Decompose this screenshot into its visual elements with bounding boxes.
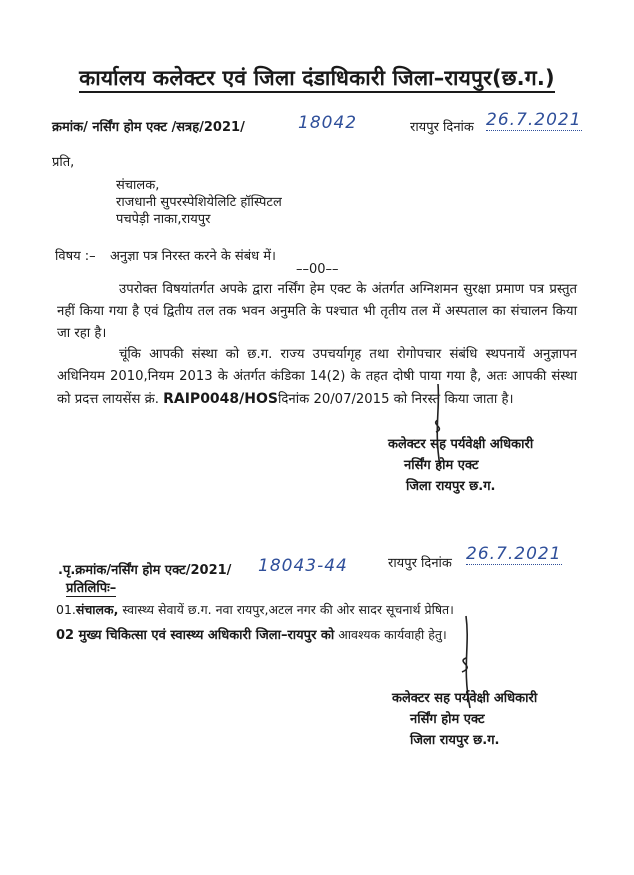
signature-2-designation: कलेक्टर सह पर्यवेक्षी अधिकारी xyxy=(392,691,538,706)
cc-item-1-text: स्वास्थ्य सेवायें छ.ग. नवा रायपुर,अटल नगर की ओर सादर सूचनार्थ प्रेषित। xyxy=(118,602,454,617)
date-label: रायपुर दिनांक xyxy=(410,120,474,135)
cc-item-1-number: 01. xyxy=(56,602,76,617)
to-label: प्रति, xyxy=(52,155,75,170)
signature-1-designation: कलेक्टर सह पर्यवेक्षी अधिकारी xyxy=(388,437,534,452)
license-number: RAIP0048/HOS xyxy=(163,391,278,407)
cc-label: प्रतिलिपिः– xyxy=(66,578,116,597)
reference-number-handwritten: 18042 xyxy=(298,113,358,133)
copy-reference-handwritten: 18043-44 xyxy=(258,556,348,576)
signature-2-act: नर्सिंग होम एक्ट xyxy=(410,712,485,727)
subject-text: अनुज्ञा पत्र निरस्त करने के संबंध में। xyxy=(110,249,276,264)
recipient-line-3: पचपेड़ी नाका,रायपुर xyxy=(116,212,211,227)
copy-date-label: रायपुर दिनांक xyxy=(388,556,452,571)
subject-label: विषय :– xyxy=(55,249,96,264)
paragraph-1: उपरोक्त विषयांतर्गत अपके द्वारा नर्सिंग हेम एक्ट के अंतर्गत अग्निशमन सुरक्षा प्रमाण पत्र प्रस्तुत नहीं किया गया है एवं द्वितीय तल तक भवन अनुमति के पश्चात भी तृतीय तल में अस्पताल का संचालन किया जा रहा है। xyxy=(57,282,577,341)
recipient-line-2: राजधानी सुपरस्पेशियेलिटि हॉस्पिटल xyxy=(116,195,282,210)
date-handwritten: 26.7.2021 xyxy=(486,110,582,130)
cc-item-2 xyxy=(56,625,447,643)
paragraph-2 xyxy=(57,344,577,411)
office-title: कार्यालय कलेक्टर एवं जिला दंडाधिकारी जिला–रायपुर(छ.ग.) xyxy=(0,64,634,92)
copy-reference-number: .पृ.क्रमांक/नर्सिंग होम एक्ट/2021/ xyxy=(58,563,232,578)
signature-1-district: जिला रायपुर छ.ग. xyxy=(406,479,496,494)
paragraph-2-text: चूंकि आपकी संस्था को छ.ग. राज्य उपचर्यागृह तथा रोगोपचार संबंधि स्थपनायें अनुज्ञापन अधिनियम 2010,नियम 2013 के अंतर्गत कंडिका 14(2) के तहत दोषी पाया गया है, अतः आपकी संस्था को प्रदत्त लायसेंस क्रं. xyxy=(57,347,577,407)
separator: ––00–– xyxy=(296,262,339,277)
copy-date-handwritten: 26.7.2021 xyxy=(466,544,562,564)
signature-1-act: नर्सिंग होम एक्ट xyxy=(404,458,479,473)
paragraph-2-text-end: दिनांक 20/07/2015 को निरस्त किया जाता है। xyxy=(277,392,514,407)
cc-item-2-text: आवश्यक कार्यवाही हेतु। xyxy=(334,627,447,642)
reference-number: क्रमांक/ नर्सिंग होम एक्ट /सत्रह/2021/ xyxy=(52,120,245,135)
signature-2-district: जिला रायपुर छ.ग. xyxy=(410,733,500,748)
cc-item-1-recipient: संचालक, xyxy=(75,602,119,617)
cc-item-2-recipient: 02 मुख्य चिकित्सा एवं स्वास्थ्य अधिकारी जिला–रायपुर को xyxy=(56,628,335,643)
cc-item-1 xyxy=(56,601,454,618)
recipient-line-1: संचालक, xyxy=(116,178,160,193)
